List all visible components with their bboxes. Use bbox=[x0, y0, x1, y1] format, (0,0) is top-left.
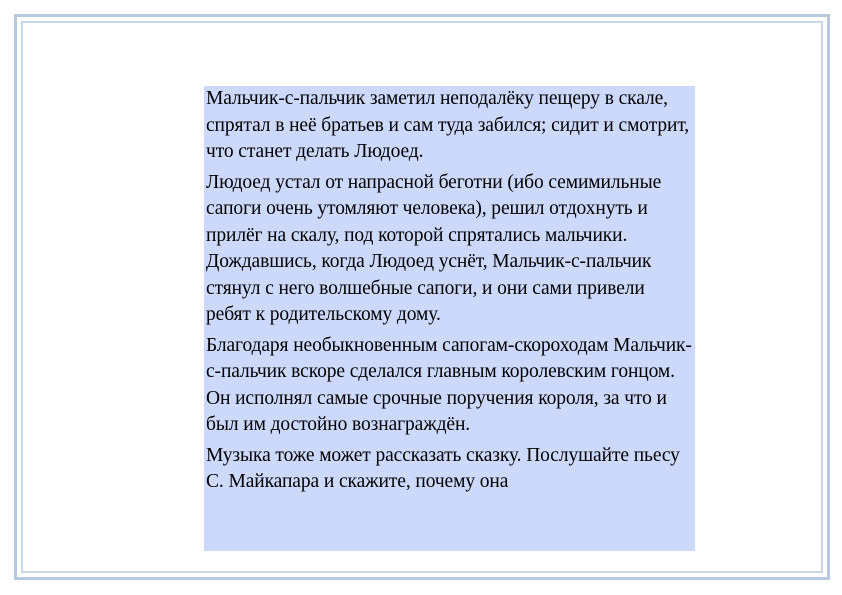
paragraph-3: Благодаря необыкновенным сапогам-скороходам Мальчик-с-пальчик вскоре сделался главным королевским гонцом. Он исполнял самые срочные поручения короля, за что и был им достойно вознаграждён. bbox=[206, 334, 692, 435]
story-text-box bbox=[204, 86, 695, 551]
paragraph-2: Людоед устал от напрасной беготни (ибо семимильные сапоги очень утомляют человека), решил отдохнуть и прилёг на скалу, под которой спрятались мальчики. Дождавшись, когда Людоед уснёт, Мальчик-с-пальчик стянул с него волшебные сапоги, и они сами привели ребят к родительскому дому. bbox=[206, 171, 662, 325]
paragraph-4: Музыка тоже может рассказать сказку. Послушайте пьесу С. Майкапара и скажите, почему она bbox=[206, 444, 680, 492]
paragraph-1: Мальчик-с-пальчик заметил неподалёку пещеру в скале, спрятал в неё братьев и сам туда забился; сидит и смотрит, что станет делать Людоед. bbox=[206, 88, 690, 162]
